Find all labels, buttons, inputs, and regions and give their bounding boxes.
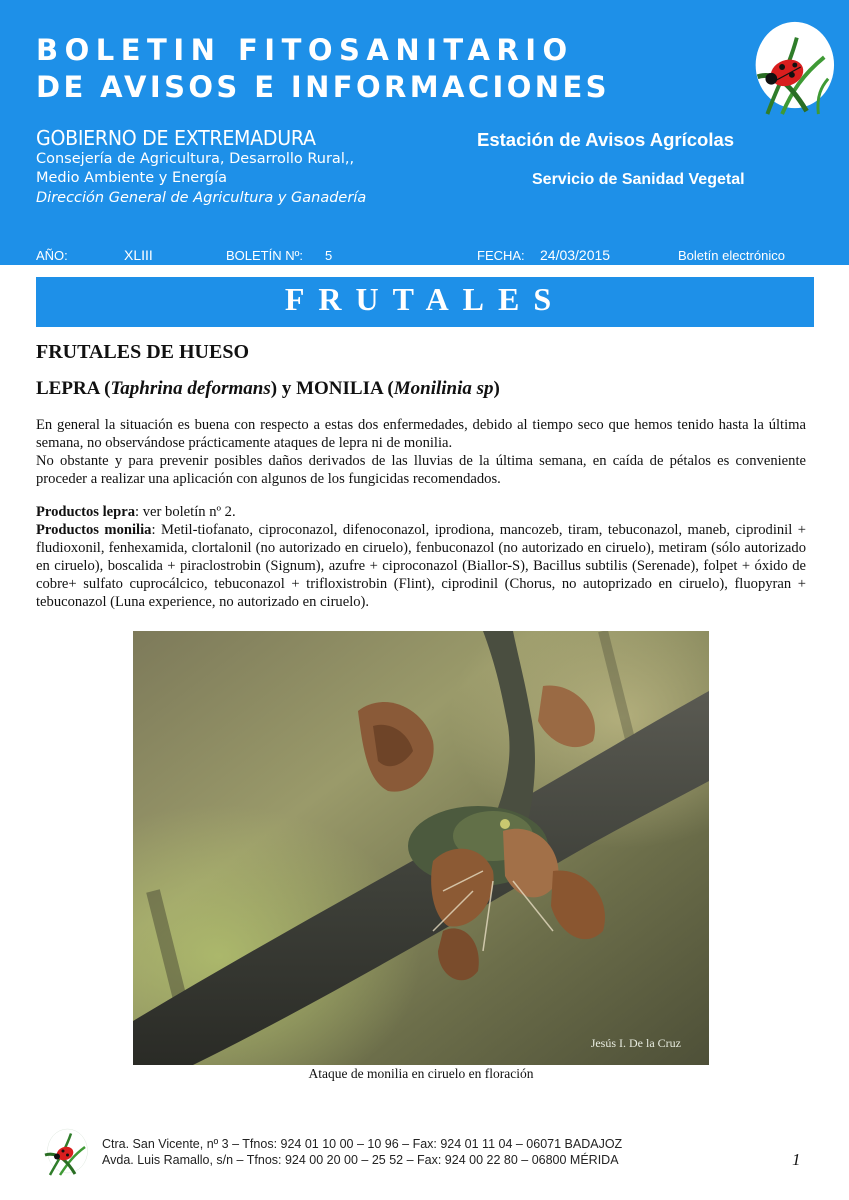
lepra-products-label: Productos lepra xyxy=(36,504,136,520)
bulletin-title-line1: BOLETIN FITOSANITARIO xyxy=(36,33,574,67)
bulletin-number-label: BOLETÍN Nº: xyxy=(226,248,303,263)
photo-caption: Ataque de monilia en ciruelo en floración xyxy=(308,1066,534,1081)
year-label: AÑO: xyxy=(36,248,68,263)
footer-address-merida: Avda. Luis Ramallo, s/n – Tfnos: 924 00 20 00 – 25 52 – Fax: 924 00 22 80 – 06800 MÉRIDA xyxy=(102,1153,619,1167)
station-name: Estación de Avisos Agrícolas xyxy=(477,129,735,150)
situation-paragraphs xyxy=(36,416,806,488)
disease-heading xyxy=(36,378,500,400)
disease-heading-species2: Monilinia sp xyxy=(393,378,494,399)
header-band xyxy=(0,0,849,265)
situation-paragraph: En general la situación es buena con respecto a estas dos enfermedades, debido al tiempo seco que hemos tenido hasta la última semana, no observándose prácticamente ataques de lepra ni de monilia. xyxy=(36,417,806,451)
lepra-products-text: : ver boletín nº 2. xyxy=(135,504,236,520)
bulletin-type: Boletín electrónico xyxy=(678,248,785,263)
government-block xyxy=(36,126,366,208)
service-name: Servicio de Sanidad Vegetal xyxy=(532,171,745,188)
disease-heading-part1: LEPRA ( xyxy=(36,378,111,399)
monilia-products xyxy=(36,521,806,611)
monilia-photo xyxy=(133,631,709,1065)
section-heading: FRUTALES DE HUESO xyxy=(36,341,250,363)
date-value: 24/03/2015 xyxy=(540,247,611,263)
monilia-products-text: : Metil-tiofanato, ciproconazol, difenoconazol, iprodiona, mancozeb, tiram, tebuconazol, maneb, ciprodinil + fludioxonil, fenhexamida, clortalonil (no autorizado en ciruelo), fenbuconazol (no autorizado en ciruelo), metiram (sólo autorizado en ciruelo), boscalida + piraclostrobin (Signum), azufre + ciproconazol (Biallor-S), Bacillus subtilis (Serenade), folpet + óxido de cobre+ sulfato cuprocálcico, tebuconazol + trifloxistrobin (Flint), ciprodinil (Chorus, no autoprizado en ciruelo), fluopyran + tebuconazol (Luna experience, no autorizado en ciruelo). xyxy=(36,522,806,610)
monilia-products-label: Productos monilia xyxy=(36,522,152,538)
disease-heading-part2: ) y MONILIA ( xyxy=(270,378,394,399)
ladybug-icon xyxy=(40,1126,90,1176)
ministry-line1: Consejería de Agricultura, Desarrollo Rural,, xyxy=(36,151,355,167)
bulletin-title-line2: DE AVISOS E INFORMACIONES xyxy=(36,70,610,104)
date-label: FECHA: xyxy=(477,248,525,263)
lepra-products xyxy=(36,503,806,521)
year-value: XLIII xyxy=(124,247,153,263)
photo-credit: Jesús I. De la Cruz xyxy=(590,1036,681,1050)
page-number: 1 xyxy=(792,1150,801,1169)
bulletin-number-value: 5 xyxy=(325,248,333,263)
section-banner xyxy=(36,277,814,327)
footer-address-badajoz: Ctra. San Vicente, nº 3 – Tfnos: 924 01 10 00 – 10 96 – Fax: 924 01 11 04 – 06071 BADAJOZ xyxy=(102,1137,623,1151)
disease-heading-species1: Taphrina deformans xyxy=(110,378,271,399)
directorate-line: Dirección General de Agricultura y Ganadería xyxy=(36,190,367,206)
disease-heading-part3: ) xyxy=(493,378,500,399)
ministry-line2: Medio Ambiente y Energía xyxy=(36,170,228,186)
prevention-paragraph: No obstante y para prevenir posibles daños derivados de las lluvias de la última semana, en caída de pétalos es conveniente proceder a realizar una aplicación con algunos de los fungicidas recomendados. xyxy=(36,453,806,487)
government-name: GOBIERNO DE EXTREMADURA xyxy=(36,126,316,150)
branch-photo-illustration xyxy=(133,631,709,1065)
ladybug-icon xyxy=(738,18,836,116)
banner-title: FRUTALES xyxy=(284,281,566,317)
